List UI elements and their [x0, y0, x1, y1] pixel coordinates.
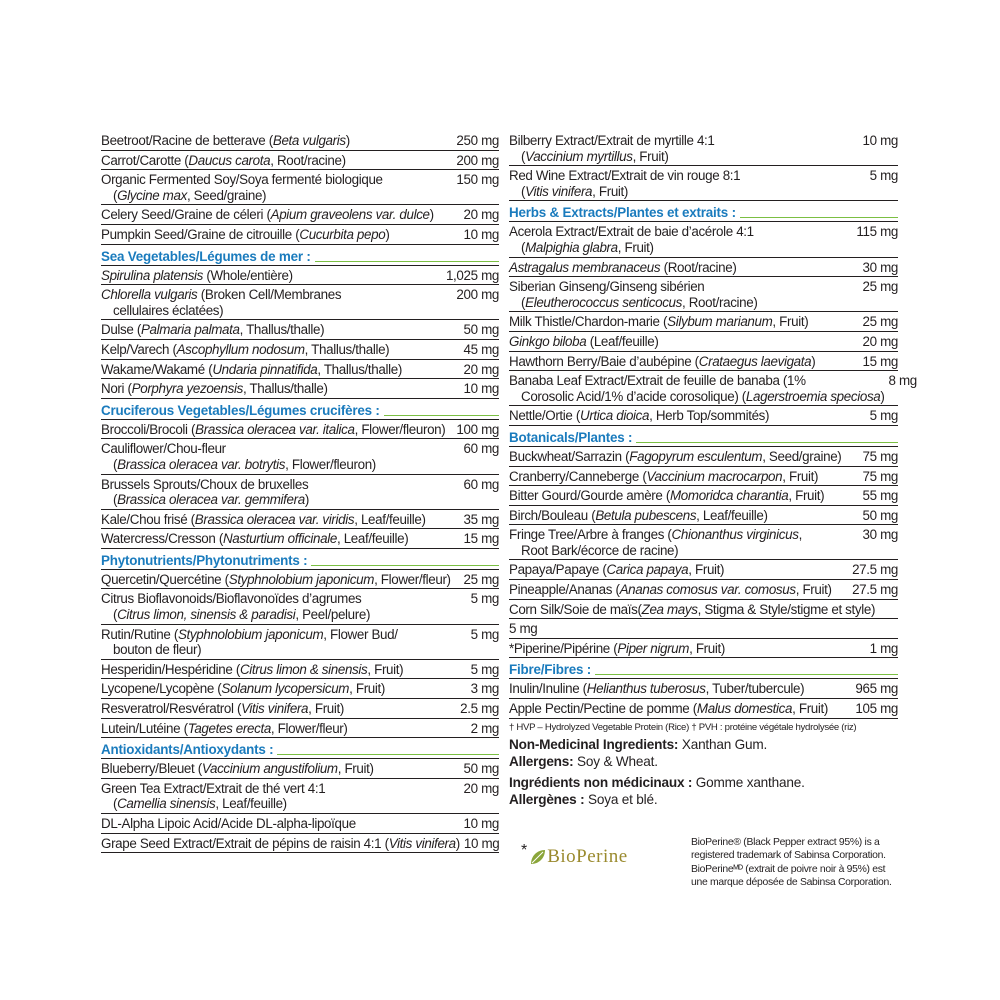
ingredient-row	[101, 475, 499, 510]
ingredient-row	[509, 371, 917, 406]
ingredient-amount: 965 mg	[855, 681, 898, 697]
ingredient-row	[509, 619, 898, 639]
ingredient-name: Fringe Tree/Arbre à franges (Chionanthus virginicus, Root Bark/écorce de racine)	[509, 527, 802, 558]
ingredient-name: Spirulina platensis (Whole/entière)	[101, 267, 293, 283]
ingredient-amount: 20 mg	[463, 361, 499, 377]
ingredient-row	[509, 406, 898, 426]
section-rule	[384, 415, 499, 416]
section-heading	[101, 249, 499, 266]
allergens-en	[509, 753, 898, 770]
trademark-line: une marque déposée de Sabinsa Corporation.	[691, 877, 892, 889]
ingredient-row	[101, 285, 499, 320]
section-heading	[509, 205, 898, 222]
ingredient-row	[101, 151, 499, 171]
ingredient-name: DL-Alpha Lipoic Acid/Acide DL-alpha-lipoïque	[101, 816, 356, 831]
bioperine-wordmark: BioPerine	[547, 846, 628, 867]
ingredient-amount: 5 mg	[470, 591, 499, 607]
ingredient-row	[101, 759, 499, 779]
ingredient-row	[509, 679, 898, 699]
ingredient-name: Acerola Extract/Extrait de baie d’acérole 4:1 (Malpighia glabra, Fruit)	[509, 224, 754, 255]
section-rule	[740, 217, 898, 218]
section-title: Herbs & Extracts/Plantes et extraits :	[509, 205, 736, 221]
ingredient-row	[101, 814, 499, 834]
ingredients-column-right	[509, 131, 917, 808]
ingredient-row	[509, 580, 898, 600]
ingredient-amount: 2.5 mg	[460, 701, 499, 717]
ingredient-row	[509, 639, 898, 659]
ingredient-amount: 27.5 mg	[852, 562, 898, 578]
ingredient-name: Milk Thistle/Chardon-marie (Silybum marianum, Fruit)	[509, 314, 809, 330]
ingredient-amount: 200 mg	[456, 152, 499, 168]
ingredient-amount: 200 mg	[456, 287, 499, 303]
ingredient-row	[101, 205, 499, 225]
section-rule	[277, 754, 499, 755]
ingredient-amount: 1,025 mg	[445, 267, 499, 283]
ingredient-name: Birch/Bouleau (Betula pubescens, Leaf/feuille)	[509, 507, 768, 523]
ingredient-name: Nori (Porphyra yezoensis, Thallus/thalle)	[101, 381, 328, 397]
ingredient-row	[101, 360, 499, 380]
section-title: Botanicals/Plantes :	[509, 429, 633, 445]
ingredient-amount: 25 mg	[862, 314, 898, 330]
nmi-fr	[509, 774, 898, 791]
section-heading	[101, 403, 499, 420]
ingredient-amount: 5 mg	[869, 168, 898, 184]
hvp-footnote: † HVP – Hydrolyzed Vegetable Protein (Rice) † PVH : protéine végétale hydrolysée (riz)	[509, 721, 857, 733]
ingredient-name: *Piperine/Pipérine (Piper nigrum, Fruit)	[509, 640, 725, 656]
ingredient-name: Lutein/Lutéine (Tagetes erecta, Flower/fleur)	[101, 720, 348, 736]
ingredient-amount: 15 mg	[862, 353, 898, 369]
ingredient-row	[101, 266, 499, 286]
ingredient-name: Ginkgo biloba (Leaf/feuille)	[509, 333, 659, 349]
ingredient-amount: 50 mg	[463, 322, 499, 338]
ingredient-amount: 5 mg	[869, 408, 898, 424]
ingredient-name: Apple Pectin/Pectine de pomme (Malus domestica, Fruit)	[509, 701, 829, 717]
ingredient-name: Nettle/Ortie (Urtica dioica, Herb Top/sommités)	[509, 408, 770, 424]
ingredient-row	[101, 679, 499, 699]
ingredient-row	[101, 225, 499, 245]
ingredient-amount: 105 mg	[855, 701, 898, 717]
ingredient-amount: 20 mg	[862, 333, 898, 349]
ingredient-row	[509, 258, 898, 278]
ingredient-row	[101, 779, 499, 814]
ingredient-name: Dulse (Palmaria palmata, Thallus/thalle)	[101, 322, 325, 338]
section-title: Antioxidants/Antioxydants :	[101, 742, 274, 758]
bioperine-trademark-text	[691, 836, 892, 890]
ingredient-amount: 20 mg	[463, 780, 499, 796]
ingredient-name: Green Tea Extract/Extrait de thé vert 4:1 (Camellia sinensis, Leaf/feuille)	[101, 780, 326, 812]
nmi-en	[509, 736, 898, 753]
nmi-en-label: Non-Medicinal Ingredients:	[509, 736, 679, 752]
ingredient-row	[101, 320, 499, 340]
ingredient-name: Wakame/Wakamé (Undaria pinnatifida, Thallus/thalle)	[101, 361, 402, 377]
ingredient-name: Hesperidin/Hespéridine (Citrus limon & sinensis, Fruit)	[101, 661, 404, 677]
ingredient-amount: 10 mg	[463, 816, 499, 831]
ingredient-row	[509, 506, 898, 526]
ingredient-amount: 10 mg	[463, 835, 500, 851]
asterisk-icon: *	[521, 842, 528, 859]
ingredient-amount: 60 mg	[463, 476, 499, 492]
ingredient-name: Resveratrol/Resvératrol (Vitis vinifera, Fruit)	[101, 701, 345, 717]
ingredient-row	[509, 166, 898, 201]
ingredient-amount: 50 mg	[862, 507, 898, 523]
ingredient-row	[509, 525, 898, 560]
ingredient-row	[509, 447, 898, 467]
ingredient-name: Red Wine Extract/Extrait de vin rouge 8:1 (Vitis vinifera, Fruit)	[509, 168, 741, 199]
ingredient-name: Blueberry/Bleuet (Vaccinium angustifolium, Fruit)	[101, 761, 374, 777]
ingredient-name: Cranberry/Canneberge (Vaccinium macrocarpon, Fruit)	[509, 468, 819, 484]
ingredient-amount: 27.5 mg	[852, 582, 898, 598]
ingredient-name: Bitter Gourd/Gourde amère (Momoridca charantia, Fruit)	[509, 488, 825, 504]
ingredient-name: Quercetin/Quercétine (Styphnolobium japonicum, Flower/fleur)	[101, 571, 451, 587]
ingredient-row	[509, 352, 898, 372]
section-rule	[311, 565, 499, 566]
ingredient-row	[509, 600, 898, 620]
ingredient-row	[509, 131, 898, 166]
ingredient-name: Watercress/Cresson (Nasturtium officinale, Leaf/feuille)	[101, 531, 409, 547]
allergens-en-value: Soy & Wheat.	[573, 753, 658, 769]
ingredient-row	[101, 340, 499, 360]
section-rule	[636, 442, 898, 443]
ingredient-row	[101, 131, 499, 151]
ingredient-amount: 35 mg	[463, 511, 499, 527]
ingredient-row	[101, 529, 499, 549]
ingredient-amount: 250 mg	[456, 133, 499, 148]
nmi-fr-label: Ingrédients non médicinaux :	[509, 774, 693, 790]
nmi-en-value: Xanthan Gum.	[678, 736, 768, 752]
trademark-line: registered trademark of Sabinsa Corporation.	[691, 850, 886, 862]
ingredient-amount: 8 mg	[888, 373, 917, 389]
ingredient-name: Astragalus membranaceus (Root/racine)	[509, 259, 737, 275]
right-ingredient-rows	[509, 131, 917, 719]
ingredient-row	[509, 486, 898, 506]
ingredient-name: Inulin/Inuline (Helianthus tuberosus, Tuber/tubercule)	[509, 681, 805, 697]
ingredient-amount: 55 mg	[862, 488, 898, 504]
section-heading	[509, 430, 898, 447]
leaf-icon	[529, 848, 547, 866]
ingredient-amount: 10 mg	[862, 133, 898, 148]
ingredient-amount: 3 mg	[470, 681, 499, 697]
ingredient-row	[101, 625, 499, 660]
ingredient-name: Pineapple/Ananas (Ananas comosus var. comosus, Fruit)	[509, 582, 832, 598]
ingredient-name: Chlorella vulgaris (Broken Cell/Membranes cellulaires éclatées)	[101, 287, 342, 318]
ingredient-amount: 20 mg	[463, 207, 499, 223]
ingredient-row	[509, 560, 898, 580]
ingredient-row	[509, 699, 898, 719]
ingredient-name: Papaya/Papaye (Carica papaya, Fruit)	[509, 562, 725, 578]
ingredient-name: Kale/Chou frisé (Brassica oleracea var. viridis, Leaf/feuille)	[101, 511, 426, 527]
ingredient-row	[509, 467, 898, 487]
ingredient-amount: 115 mg	[856, 224, 898, 240]
ingredient-amount: 2 mg	[470, 720, 499, 736]
ingredient-amount: 75 mg	[862, 468, 898, 484]
ingredient-name: Organic Fermented Soy/Soya fermenté biologique (Glycine max, Seed/graine)	[101, 172, 383, 203]
bioperine-logo	[521, 842, 628, 868]
ingredient-name: Rutin/Rutine (Styphnolobium japonicum, Flower Bud/ bouton de fleur)	[101, 626, 398, 658]
ingredient-row	[509, 332, 898, 352]
section-title: Sea Vegetables/Légumes de mer :	[101, 248, 311, 264]
allergens-en-label: Allergens:	[509, 753, 574, 769]
section-title: Cruciferous Vegetables/Légumes crucifères :	[101, 402, 380, 418]
section-rule	[595, 674, 898, 675]
ingredient-name: Bilberry Extract/Extrait de myrtille 4:1 (Vaccinium myrtillus, Fruit)	[509, 133, 715, 164]
ingredient-amount: 30 mg	[862, 527, 898, 543]
ingredient-row	[101, 510, 499, 530]
section-title: Phytonutrients/Phytonutriments :	[101, 552, 308, 568]
ingredients-column-left	[101, 131, 499, 853]
trademark-line: BioPerine® (Black Pepper extract 95%) is a	[691, 837, 880, 848]
ingredient-row	[101, 420, 499, 440]
section-title: Fibre/Fibres :	[509, 662, 592, 678]
ingredient-amount: 5 mg	[470, 626, 499, 642]
ingredient-name: Grape Seed Extract/Extrait de pépins de raisin 4:1 (Vitis vinifera)	[101, 835, 460, 851]
ingredient-amount: 25 mg	[862, 279, 898, 295]
section-rule	[315, 261, 499, 262]
ingredient-name: Lycopene/Lycopène (Solanum lycopersicum, Fruit)	[101, 681, 386, 697]
ingredient-row	[101, 660, 499, 680]
ingredient-name: Carrot/Carotte (Daucus carota, Root/racine)	[101, 152, 346, 168]
ingredient-row	[509, 277, 898, 312]
section-heading	[509, 662, 898, 679]
ingredient-row	[509, 222, 898, 257]
ingredient-name: Celery Seed/Graine de céleri (Apium graveolens var. dulce)	[101, 207, 434, 223]
ingredient-row	[101, 589, 499, 624]
ingredient-name: Buckwheat/Sarrazin (Fagopyrum esculentum, Seed/graine)	[509, 448, 842, 464]
bioperine-block	[521, 836, 891, 896]
ingredient-name: Siberian Ginseng/Ginseng sibérien (Eleutherococcus senticocus, Root/racine)	[509, 279, 758, 310]
ingredient-name: Beetroot/Racine de betterave (Beta vulgaris)	[101, 133, 350, 148]
allergens-fr-value: Soya et blé.	[584, 791, 658, 807]
nmi-fr-value: Gomme xanthane.	[692, 774, 805, 790]
ingredient-amount: 150 mg	[456, 172, 499, 188]
ingredient-name: 5 mg	[509, 621, 538, 637]
ingredient-name: Citrus Bioflavonoids/Bioflavonoïdes d’agrumes (Citrus limon, sinensis & paradisi, Peel/pelure)	[101, 591, 371, 623]
ingredient-name: Banaba Leaf Extract/Extrait de feuille de banaba (1% Corosolic Acid/1% d’acide corosolique) (Lagerstroemia speciosa)	[509, 373, 885, 404]
ingredient-amount: 15 mg	[463, 531, 499, 547]
section-heading	[101, 553, 499, 570]
ingredient-amount: 5 mg	[470, 661, 499, 677]
ingredient-row	[101, 719, 499, 739]
trademark-line: BioPerineᴹᴰ (extrait de poivre noir à 95%) est	[691, 863, 886, 875]
ingredient-amount: 100 mg	[456, 421, 499, 437]
ingredient-name: Cauliflower/Chou-fleur (Brassica oleracea var. botrytis, Flower/fleuron)	[101, 441, 376, 472]
ingredient-name: Corn Silk/Soie de maïs(Zea mays, Stigma & Style/stigme et style)	[509, 601, 876, 617]
ingredient-name: Broccoli/Brocoli (Brassica oleracea var. italica, Flower/fleuron)	[101, 421, 446, 437]
ingredient-amount: 60 mg	[463, 441, 499, 457]
allergens-fr	[509, 791, 898, 808]
ingredient-amount: 50 mg	[463, 761, 499, 777]
ingredient-name: Hawthorn Berry/Baie d’aubépine (Crataegus laevigata)	[509, 353, 816, 369]
ingredient-row	[509, 312, 898, 332]
section-heading	[101, 742, 499, 759]
allergens-fr-label: Allergènes :	[509, 791, 585, 807]
ingredient-row	[101, 570, 499, 590]
ingredient-row	[101, 439, 499, 474]
ingredient-amount: 75 mg	[862, 448, 898, 464]
ingredient-name: Kelp/Varech (Ascophyllum nodosum, Thallus/thalle)	[101, 341, 390, 357]
ingredient-amount: 25 mg	[463, 571, 499, 587]
ingredient-row	[101, 834, 499, 854]
ingredient-amount: 10 mg	[463, 381, 499, 397]
non-medicinal-block	[509, 736, 898, 808]
ingredient-amount: 1 mg	[869, 640, 898, 656]
ingredient-amount: 45 mg	[463, 341, 499, 357]
ingredient-row	[101, 699, 499, 719]
ingredient-row	[101, 379, 499, 399]
ingredient-name: Pumpkin Seed/Graine de citrouille (Cucurbita pepo)	[101, 226, 390, 242]
ingredient-amount: 10 mg	[463, 226, 499, 242]
ingredient-name: Brussels Sprouts/Choux de bruxelles (Brassica oleracea var. gemmifera)	[101, 476, 309, 508]
ingredient-row	[101, 170, 499, 205]
ingredient-amount: 30 mg	[862, 259, 898, 275]
